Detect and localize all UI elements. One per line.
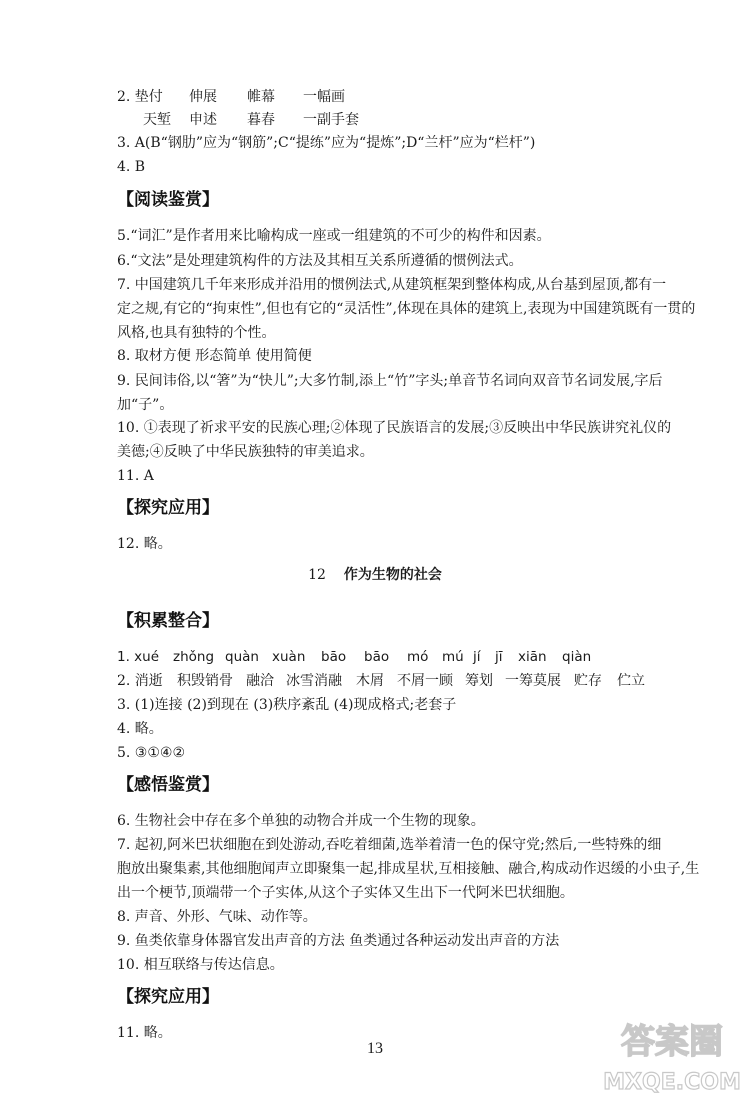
answer-2-row-2 [143, 111, 359, 129]
answer-5: 5.“词汇”是作者用来比喻构成一座或一组建筑的不可少的构件和因素。 [117, 228, 551, 244]
answer-pinyin [117, 648, 591, 666]
word: 伫立 [617, 673, 645, 689]
section-heading-appreciate: 【感悟鉴赏】 [117, 775, 219, 795]
answer-4: 4. B [117, 159, 146, 175]
pinyin: qiàn [562, 649, 592, 665]
page-number: 13 [367, 1040, 383, 1057]
word: 申述 [189, 112, 217, 128]
watermark-logo [602, 1009, 742, 1099]
chapter-title [0, 566, 750, 584]
answer-8-bio: 8. 声音、外形、气味、动作等。 [117, 909, 317, 925]
answer-7-bio-line-3: 出一个梗节,顶端带一个子实体,从这个子实体又生出下一代阿米巴状细胞。 [117, 885, 574, 901]
answer-7-line-2: 定之规,有它的“拘束性”,但也有它的“灵活性”,体现在具体的建筑上,表现为中国建筑既有一贯的 [117, 301, 696, 317]
answer-9-bio: 9. 鱼类依靠身体器官发出声音的方法 鱼类通过各种运动发出声音的方法 [117, 933, 560, 949]
answer-7-bio-line-1: 7. 起初,阿米巴状细胞在到处游动,吞吃着细菌,选举着清一色的保守党;然后,一些特殊的细 [117, 837, 662, 853]
section-heading-reading: 【阅读鉴赏】 [117, 190, 219, 210]
answer-7-line-3: 风格,也具有独特的个性。 [117, 325, 276, 341]
word: 冰雪消融 [286, 673, 342, 689]
pinyin: bāo [321, 649, 347, 665]
word: 2. 垫付 [117, 89, 163, 105]
pinyin: zhǒng [173, 649, 215, 665]
answer-7-line-1: 7. 中国建筑几千年来形成并沿用的惯例法式,从建筑框架到整体构成,从台基到屋顶,都有一 [117, 277, 667, 293]
word: 2. 消逝 [117, 673, 163, 689]
section-heading-explore-2: 【探究应用】 [117, 987, 219, 1007]
word: 融洽 [246, 673, 274, 689]
pinyin: xuàn [272, 649, 306, 665]
answer-9-line-1: 9. 民间讳俗,以“箸”为“快儿”;大多竹制,添上“竹”字头;单音节名词向双音节名词发展,字后 [117, 373, 663, 389]
watermark-top-text: 答案圈 [621, 1022, 723, 1062]
answer-7-bio-line-2: 胞放出聚集素,其他细胞闻声立即聚集一起,排成星状,互相接触、融合,构成动作迟缓的小虫子,生 [117, 861, 700, 877]
pinyin: mú [442, 649, 464, 665]
pinyin: quàn [225, 649, 259, 665]
answer-10-line-2: 美德;④反映了中华民族独特的审美追求。 [117, 444, 374, 460]
answer-4-skip: 4. 略。 [117, 721, 163, 737]
section-heading-explore: 【探究应用】 [117, 498, 219, 518]
answer-3: 3. A(B“钢肋”应为“钢筋”;C“提练”应为“提炼”;D“兰杆”应为“栏杆”) [117, 135, 536, 151]
word: 帷幕 [247, 89, 275, 105]
answer-5-order: 5. ③①④② [117, 745, 186, 761]
word: 一幅画 [303, 89, 345, 105]
answer-10-line-1: 10. ①表现了祈求平安的民族心理;②体现了民族语言的发展;③反映出中华民族讲究礼仪的 [117, 420, 672, 436]
pinyin: jī [495, 649, 503, 665]
word: 贮存 [574, 673, 602, 689]
word: 一副手套 [303, 112, 359, 128]
pinyin: mó [407, 649, 429, 665]
answer-11: 11. A [117, 468, 154, 484]
pinyin: bāo [364, 649, 390, 665]
pinyin: 1. xué [117, 649, 160, 665]
answer-6-bio: 6. 生物社会中存在多个单独的动物合并成一个生物的现象。 [117, 813, 485, 829]
word: 一筹莫展 [505, 673, 561, 689]
answer-2-row-1 [117, 88, 345, 106]
word: 筹划 [465, 673, 493, 689]
watermark-bottom-text: MXQE.COM [603, 1070, 741, 1095]
answer-11-bio: 11. 略。 [117, 1025, 172, 1041]
word: 积毁销骨 [177, 673, 233, 689]
answer-10-bio: 10. 相互联络与传达信息。 [117, 957, 284, 973]
answer-6: 6.“文法”是处理建筑构件的方法及其相互关系所遵循的惯例法式。 [117, 253, 523, 269]
answer-8: 8. 取材方便 形态简单 使用简便 [117, 348, 312, 364]
word: 天堑 [143, 112, 171, 128]
pinyin: jí [473, 649, 481, 665]
word: 伸展 [189, 89, 217, 105]
answer-3-meanings: 3. (1)连接 (2)到现在 (3)秩序紊乱 (4)现成格式;老套子 [117, 697, 457, 713]
chapter-name: 作为生物的社会 [343, 567, 442, 583]
answer-9-line-2: 加“子”。 [117, 397, 174, 413]
word: 不屑一顾 [397, 673, 453, 689]
chapter-number: 12 [308, 567, 326, 583]
pinyin: xiān [518, 649, 547, 665]
section-heading-accumulate: 【积累整合】 [117, 611, 219, 631]
answer-12: 12. 略。 [117, 536, 172, 552]
word: 木屑 [356, 673, 384, 689]
word: 暮春 [247, 112, 275, 128]
answer-words [117, 672, 645, 690]
